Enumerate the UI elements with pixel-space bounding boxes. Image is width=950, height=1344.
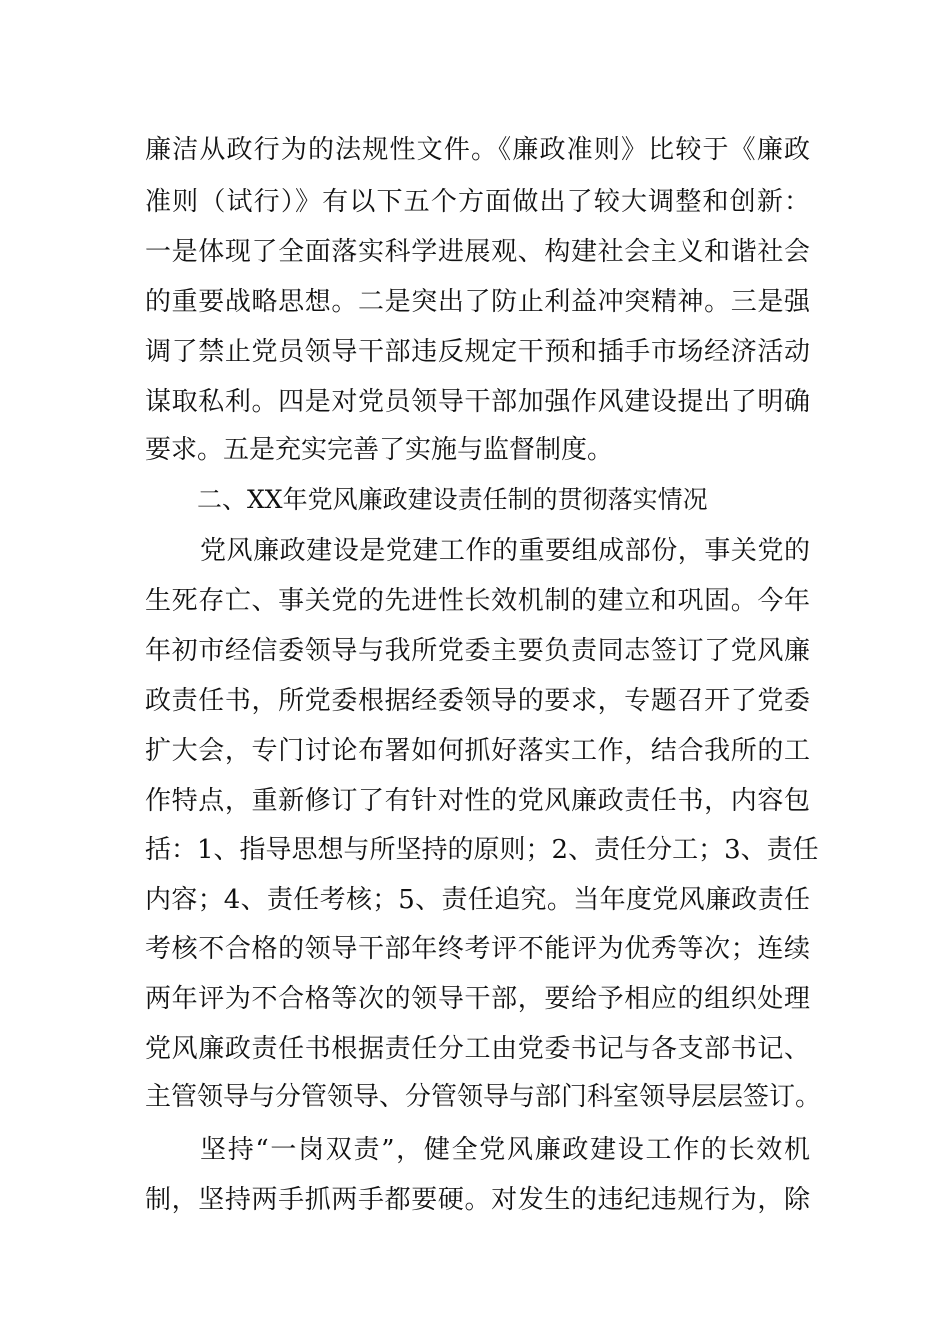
paragraph-2-line-3: 年初市经信委领导与我所党委主要负责同志签订了党风廉 xyxy=(145,636,810,666)
paragraph-2-line-7: 括：1、指导思想与所坚持的原则；2、责任分工；3、责任 xyxy=(145,835,819,865)
paragraph-1-line-1: 廉洁从政行为的法规性文件。《廉政准则》比较于《廉政 xyxy=(145,135,810,165)
paragraph-2-line-11: 党风廉政责任书根据责任分工由党委书记与各支部书记、 xyxy=(145,1034,810,1064)
paragraph-2-line-1: 党风廉政建设是党建工作的重要组成部份，事关党的 xyxy=(200,536,810,566)
paragraph-2-line-12: 主管领导与分管领导、分管领导与部门科室领导层层签订。 xyxy=(145,1082,822,1112)
paragraph-3-line-1: 坚持“一岗双责”，健全党风廉政建设工作的长效机 xyxy=(200,1135,810,1165)
paragraph-1-line-4: 的重要战略思想。二是突出了防止利益冲突精神。三是强 xyxy=(145,287,810,317)
paragraph-2-line-4: 政责任书，所党委根据经委领导的要求，专题召开了党委 xyxy=(145,686,810,716)
paragraph-1-line-7: 要求。五是充实完善了实施与监督制度。 xyxy=(145,435,614,465)
paragraph-2-line-10: 两年评为不合格等次的领导干部，要给予相应的组织处理 xyxy=(145,984,810,1014)
paragraph-2-line-2: 生死存亡、事关党的先进性长效机制的建立和巩固。今年 xyxy=(145,586,810,616)
paragraph-3-line-2: 制，坚持两手抓两手都要硬。对发生的违纪违规行为，除 xyxy=(145,1185,810,1215)
paragraph-1-line-5: 调了禁止党员领导干部违反规定干预和插手市场经济活动 xyxy=(145,337,810,367)
paragraph-1-line-6: 谋取私利。四是对党员领导干部加强作风建设提出了明确 xyxy=(145,387,810,417)
paragraph-2-line-5: 扩大会，专门讨论布署如何抓好落实工作，结合我所的工 xyxy=(145,736,810,766)
paragraph-2-line-6: 作特点，重新修订了有针对性的党风廉政责任书，内容包 xyxy=(145,786,810,816)
paragraph-2-line-9: 考核不合格的领导干部年终考评不能评为优秀等次；连续 xyxy=(145,934,810,964)
paragraph-1-line-3: 一是体现了全面落实科学进展观、构建社会主义和谐社会 xyxy=(145,237,810,267)
paragraph-2-line-8: 内容；4、责任考核；5、责任追究。当年度党风廉政责任 xyxy=(145,885,810,915)
section-heading: 二、XX年党风廉政建设责任制的贯彻落实情况 xyxy=(197,485,708,514)
paragraph-1-line-2: 准则（试行）》有以下五个方面做出了较大调整和创新： xyxy=(145,187,810,217)
